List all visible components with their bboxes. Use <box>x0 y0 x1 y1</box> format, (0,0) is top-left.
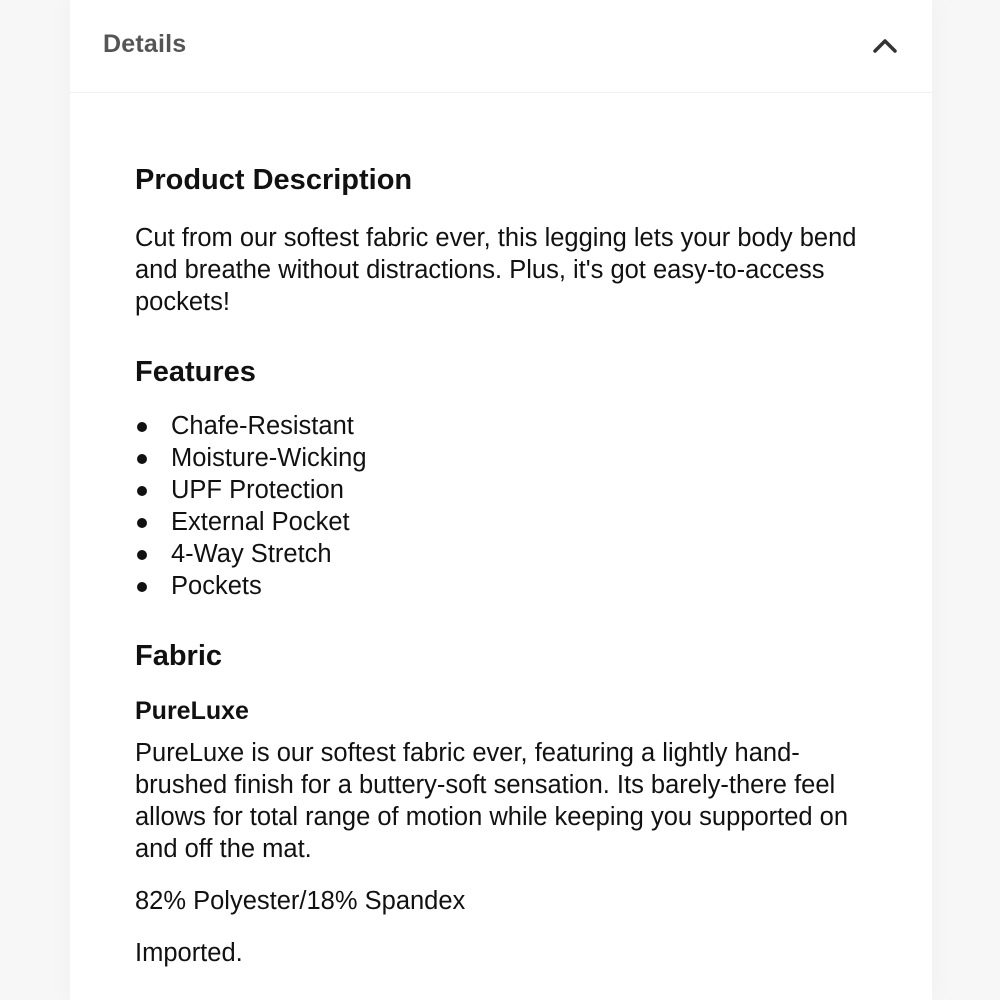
feature-item <box>135 442 875 474</box>
feature-label: Pockets <box>171 572 262 600</box>
details-card <box>70 0 932 1000</box>
bullet-icon <box>137 518 147 528</box>
bullet-icon <box>137 550 147 560</box>
product-description-text: Cut from our softest fabric ever, this legging lets your body bend and breathe without distractions. Plus, it's got easy-to-access pockets! <box>135 224 857 316</box>
bullet-icon <box>137 582 147 592</box>
product-description-heading: Product Description <box>135 164 413 196</box>
chevron-up-icon[interactable] <box>870 32 900 58</box>
features-list <box>135 410 875 602</box>
feature-label: Moisture-Wicking <box>171 444 367 472</box>
feature-label: 4-Way Stretch <box>171 540 332 568</box>
details-content <box>135 160 875 969</box>
feature-item <box>135 538 875 570</box>
feature-label: Chafe-Resistant <box>171 412 354 440</box>
fabric-description: PureLuxe is our softest fabric ever, featuring a lightly hand-brushed finish for a buttery-soft sensation. Its barely-there feel allows for total range of motion while keeping you supported on and off the mat. <box>135 739 849 863</box>
accordion-title: Details <box>103 30 187 58</box>
fabric-name: PureLuxe <box>135 697 249 725</box>
feature-item <box>135 474 875 506</box>
bullet-icon <box>137 454 147 464</box>
details-accordion-header[interactable] <box>70 0 932 93</box>
bullet-icon <box>137 422 147 432</box>
feature-item <box>135 410 875 442</box>
feature-item <box>135 570 875 602</box>
feature-label: External Pocket <box>171 508 350 536</box>
fabric-composition: 82% Polyester/18% Spandex <box>135 887 466 915</box>
feature-label: UPF Protection <box>171 476 344 504</box>
fabric-heading: Fabric <box>135 640 223 672</box>
fabric-origin: Imported. <box>135 939 243 967</box>
feature-item <box>135 506 875 538</box>
features-heading: Features <box>135 356 256 388</box>
bullet-icon <box>137 486 147 496</box>
